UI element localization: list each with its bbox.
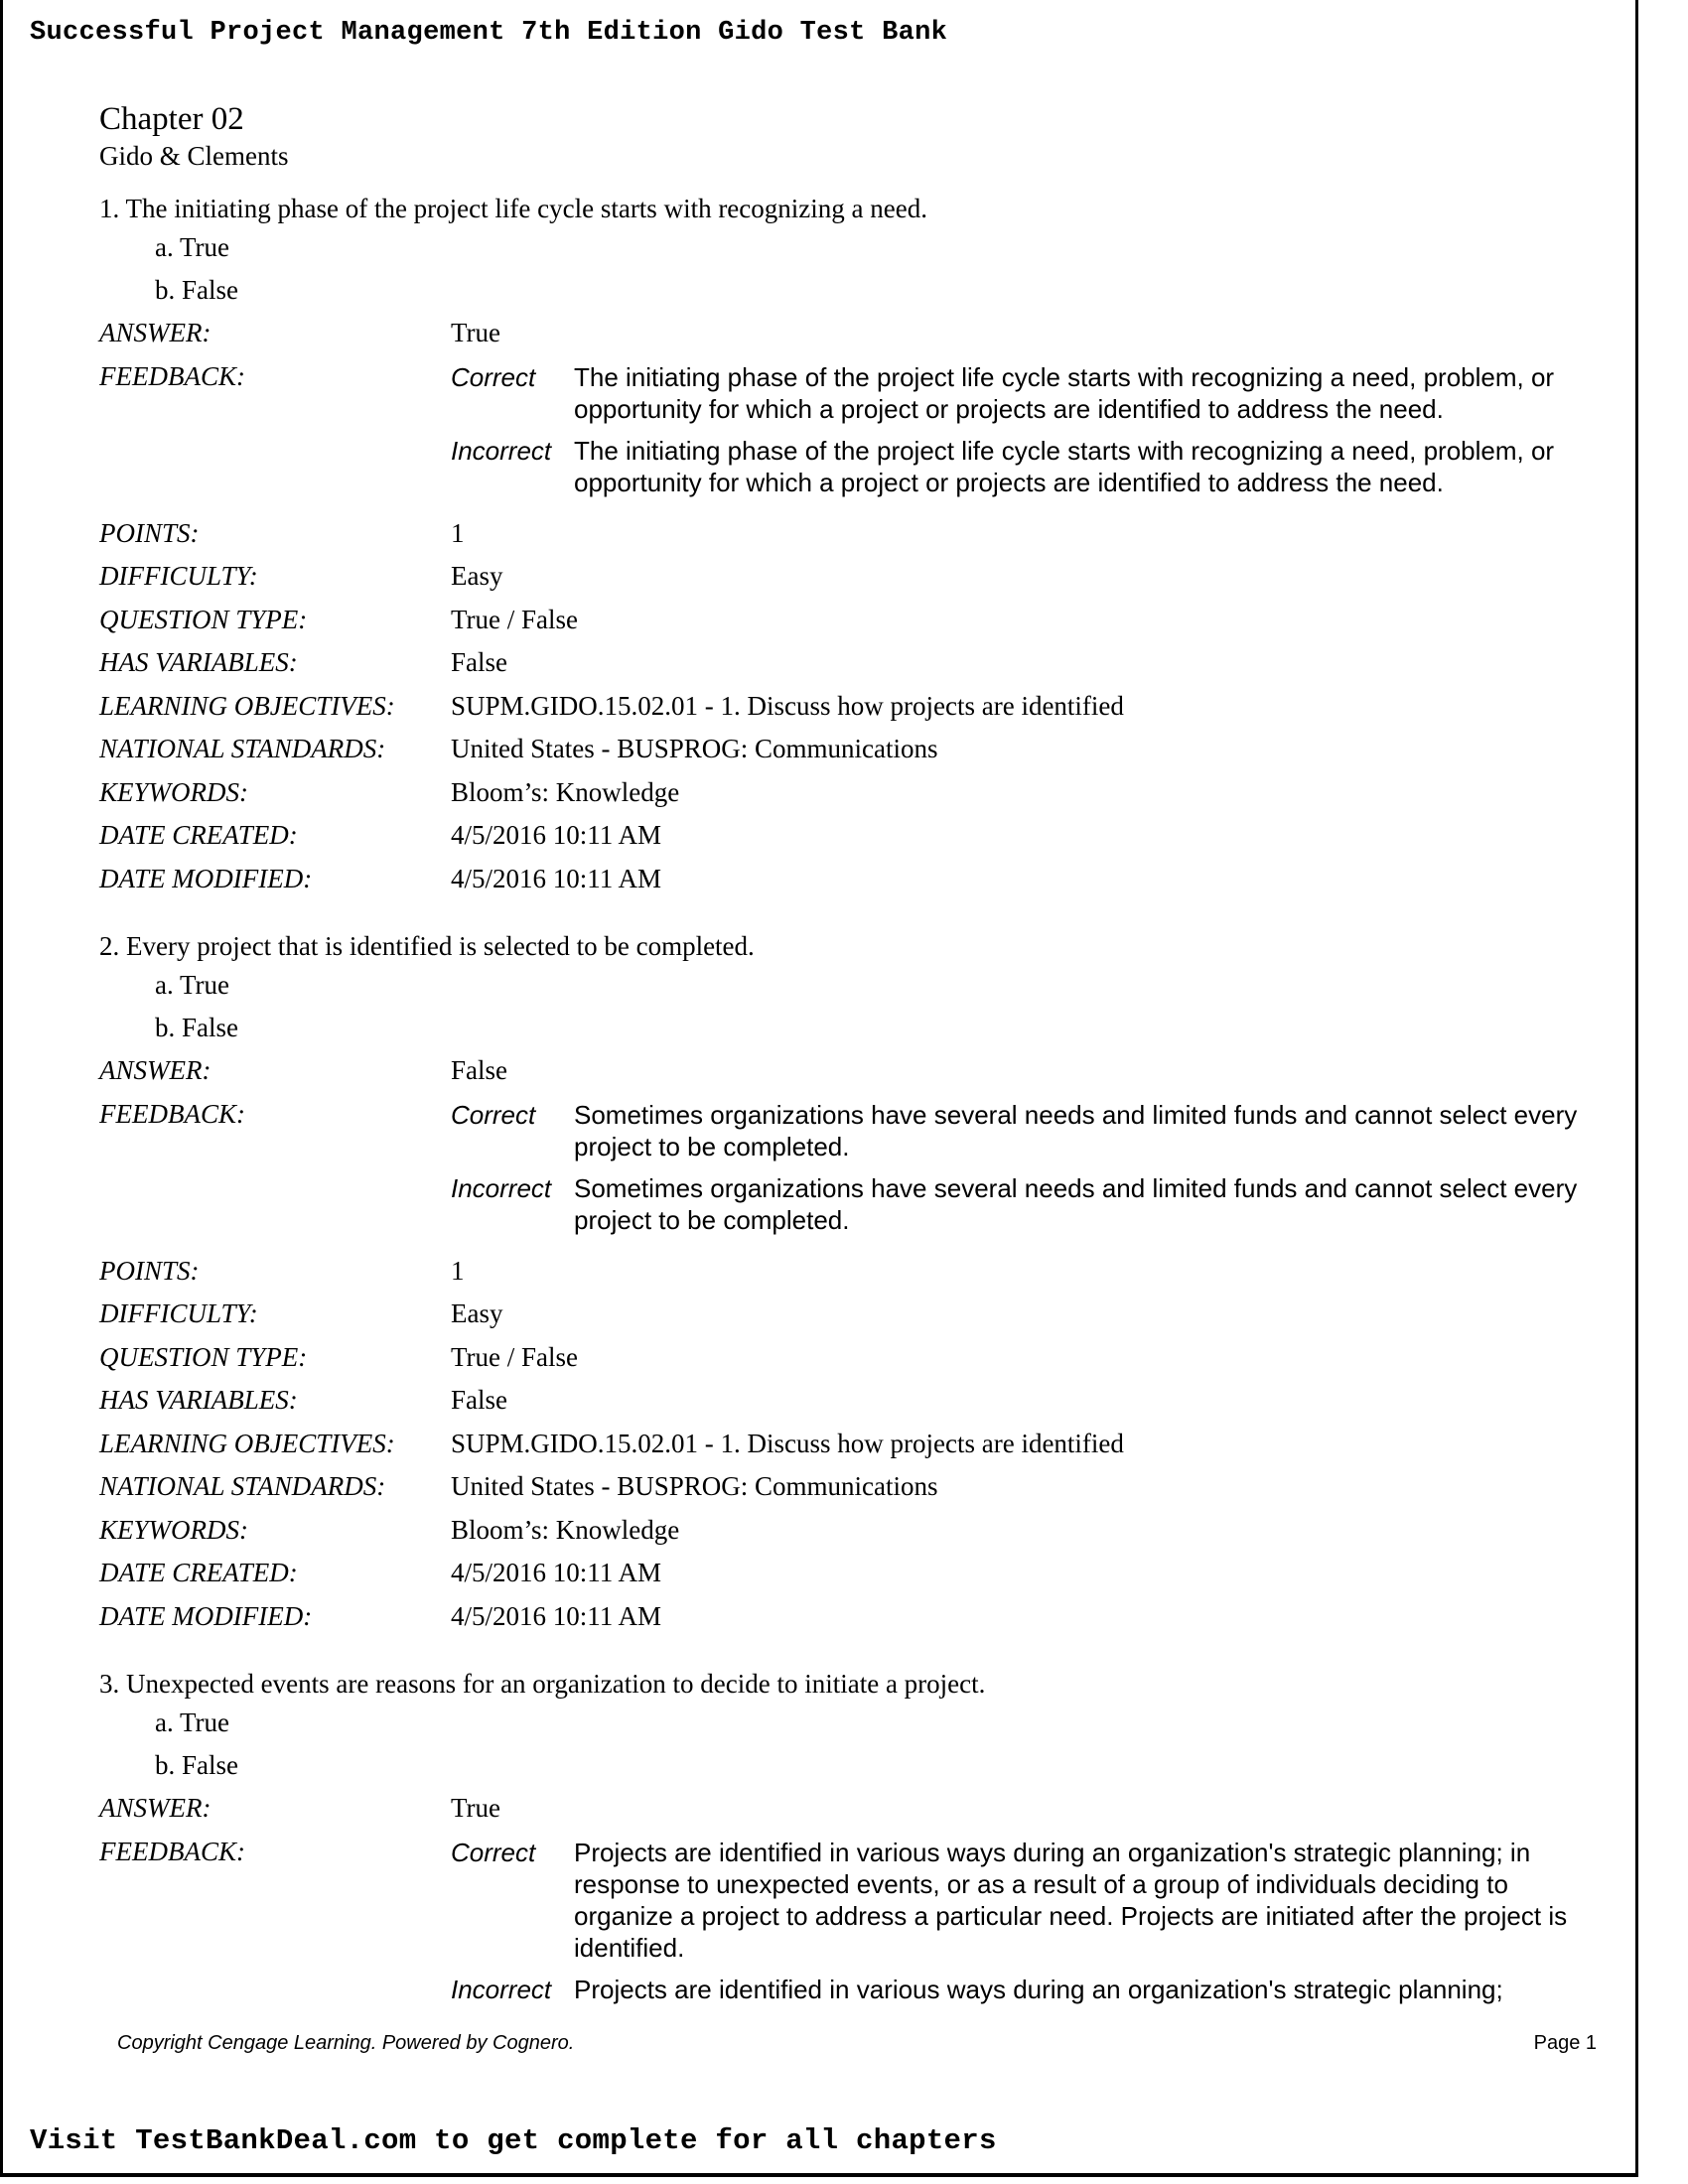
header-banner: Successful Project Management 7th Edition Gido Test Bank (30, 18, 948, 48)
question-stem: 1. The initiating phase of the project life cycle starts with recognizing a need. (99, 194, 927, 223)
feedback-correct (451, 1099, 1587, 1162)
points-row (99, 1250, 1609, 1294)
feedback-incorrect (451, 1172, 1587, 1236)
answer-value: False (451, 1055, 507, 1085)
date-created-row (99, 814, 1609, 858)
feedback-correct-text: Sometimes organizations have several needs and limited funds and cannot select every project to be completed. (574, 1099, 1578, 1161)
national-standards-row (99, 1465, 1609, 1509)
answer-options (155, 1702, 1609, 1787)
question-type-label: QUESTION TYPE: (99, 1341, 308, 1372)
feedback-correct-label: Correct (451, 1837, 536, 1867)
answer-options (155, 964, 1609, 1049)
feedback-label: FEEDBACK: (99, 1098, 245, 1129)
feedback-incorrect-text: The initiating phase of the project life cycle starts with recognizing a need, problem, or opportunity for which a project or projects are identified to address the need. (574, 435, 1555, 497)
question-1 (99, 191, 1609, 900)
feedback-incorrect-text: Projects are identified in various ways during an organization's strategic planning; (574, 1974, 1503, 2004)
question-type-value: True / False (451, 1341, 579, 1372)
feedback-incorrect-label: Incorrect (451, 1172, 552, 1203)
points-label: POINTS: (99, 1255, 200, 1286)
date-modified-value: 4/5/2016 10:11 AM (451, 863, 662, 893)
feedback-incorrect (451, 1974, 1587, 2005)
has-variables-value: False (451, 647, 507, 677)
feedback-label: FEEDBACK: (99, 360, 245, 391)
option-true: a. True (155, 232, 230, 262)
points-label: POINTS: (99, 517, 200, 548)
answer-label: ANSWER: (99, 1055, 211, 1085)
learning-objectives-value: SUPM.GIDO.15.02.01 - 1. Discuss how projects are identified (451, 1428, 1124, 1458)
document-content (99, 99, 1609, 2047)
answer-label: ANSWER: (99, 1793, 211, 1823)
points-value: 1 (451, 1255, 465, 1286)
date-modified-label: DATE MODIFIED: (99, 863, 313, 893)
difficulty-value: Easy (451, 1298, 503, 1328)
feedback-incorrect-text: Sometimes organizations have several needs and limited funds and cannot select every project to be completed. (574, 1172, 1578, 1235)
question-stem: 3. Unexpected events are reasons for an organization to decide to initiate a project. (99, 1669, 986, 1699)
learning-objectives-row (99, 1423, 1609, 1466)
keywords-value: Bloom’s: Knowledge (451, 776, 680, 807)
date-created-label: DATE CREATED: (99, 820, 298, 850)
points-row (99, 512, 1609, 556)
keywords-value: Bloom’s: Knowledge (451, 1514, 680, 1545)
answer-value: True (451, 1793, 501, 1823)
has-variables-row (99, 1379, 1609, 1423)
date-modified-label: DATE MODIFIED: (99, 1600, 313, 1631)
page-number: Page 1 (1533, 2032, 1597, 2054)
national-standards-value: United States - BUSPROG: Communications (451, 734, 938, 763)
feedback-correct-text: The initiating phase of the project life cycle starts with recognizing a need, problem, or opportunity for which a project or projects are identified to address the need. (574, 361, 1555, 424)
feedback-row (99, 1093, 1609, 1250)
question-2 (99, 928, 1609, 1638)
option-true: a. True (155, 970, 230, 1000)
question-type-row (99, 1336, 1609, 1380)
option-true: a. True (155, 1707, 230, 1737)
has-variables-value: False (451, 1385, 507, 1415)
has-variables-label: HAS VARIABLES: (99, 1385, 298, 1415)
feedback-list (451, 355, 1587, 512)
date-modified-row (99, 1595, 1609, 1639)
feedback-list (451, 1831, 1587, 2019)
answer-label: ANSWER: (99, 318, 211, 347)
feedback-incorrect (451, 435, 1587, 498)
learning-objectives-value: SUPM.GIDO.15.02.01 - 1. Discuss how projects are identified (451, 690, 1124, 721)
page-footer (117, 2032, 1609, 2055)
date-created-value: 4/5/2016 10:11 AM (451, 1558, 662, 1587)
feedback-correct (451, 361, 1587, 425)
keywords-row (99, 1509, 1609, 1553)
answer-row (99, 312, 1609, 355)
keywords-label: KEYWORDS: (99, 776, 248, 807)
national-standards-label: NATIONAL STANDARDS: (99, 734, 386, 763)
date-created-row (99, 1552, 1609, 1595)
answer-value: True (451, 318, 501, 347)
keywords-label: KEYWORDS: (99, 1514, 248, 1545)
feedback-correct-label: Correct (451, 1099, 536, 1130)
feedback-correct-text: Projects are identified in various ways during an organization's strategic planning; in response to unexpected events, or as a result of a group of individuals deciding to organize a project to address a particular need. Projects are initiated after the project is identified. (574, 1837, 1568, 1963)
feedback-list (451, 1093, 1587, 1250)
national-standards-row (99, 728, 1609, 771)
date-created-value: 4/5/2016 10:11 AM (451, 820, 662, 850)
points-value: 1 (451, 517, 465, 548)
feedback-correct (451, 1837, 1587, 1964)
has-variables-label: HAS VARIABLES: (99, 647, 298, 677)
answer-row (99, 1049, 1609, 1093)
learning-objectives-label: LEARNING OBJECTIVES: (99, 690, 395, 721)
date-modified-row (99, 858, 1609, 901)
difficulty-label: DIFFICULTY: (99, 561, 258, 591)
question-3 (99, 1666, 1609, 2019)
option-false: b. False (155, 1013, 238, 1042)
option-false: b. False (155, 1750, 238, 1780)
date-created-label: DATE CREATED: (99, 1558, 298, 1587)
footer-banner: Visit TestBankDeal.com to get complete for all chapters (30, 2124, 997, 2157)
feedback-row (99, 355, 1609, 512)
learning-objectives-row (99, 685, 1609, 729)
feedback-correct-label: Correct (451, 361, 536, 392)
difficulty-row (99, 555, 1609, 599)
feedback-incorrect-label: Incorrect (451, 435, 552, 466)
keywords-row (99, 771, 1609, 815)
feedback-row (99, 1831, 1609, 2019)
learning-objectives-label: LEARNING OBJECTIVES: (99, 1428, 395, 1458)
chapter-title: Chapter 02 (99, 101, 244, 137)
option-false: b. False (155, 275, 238, 305)
feedback-incorrect-label: Incorrect (451, 1974, 552, 2004)
copyright-notice: Copyright Cengage Learning. Powered by Cognero. (117, 2032, 575, 2054)
feedback-label: FEEDBACK: (99, 1836, 245, 1866)
has-variables-row (99, 641, 1609, 685)
date-modified-value: 4/5/2016 10:11 AM (451, 1600, 662, 1631)
question-type-label: QUESTION TYPE: (99, 604, 308, 634)
difficulty-value: Easy (451, 561, 503, 591)
question-type-row (99, 599, 1609, 642)
national-standards-value: United States - BUSPROG: Communications (451, 1471, 938, 1501)
national-standards-label: NATIONAL STANDARDS: (99, 1471, 386, 1501)
difficulty-label: DIFFICULTY: (99, 1298, 258, 1328)
answer-options (155, 226, 1609, 312)
answer-row (99, 1787, 1609, 1831)
difficulty-row (99, 1293, 1609, 1336)
question-stem: 2. Every project that is identified is selected to be completed. (99, 931, 755, 961)
question-type-value: True / False (451, 604, 579, 634)
chapter-authors: Gido & Clements (99, 141, 289, 171)
